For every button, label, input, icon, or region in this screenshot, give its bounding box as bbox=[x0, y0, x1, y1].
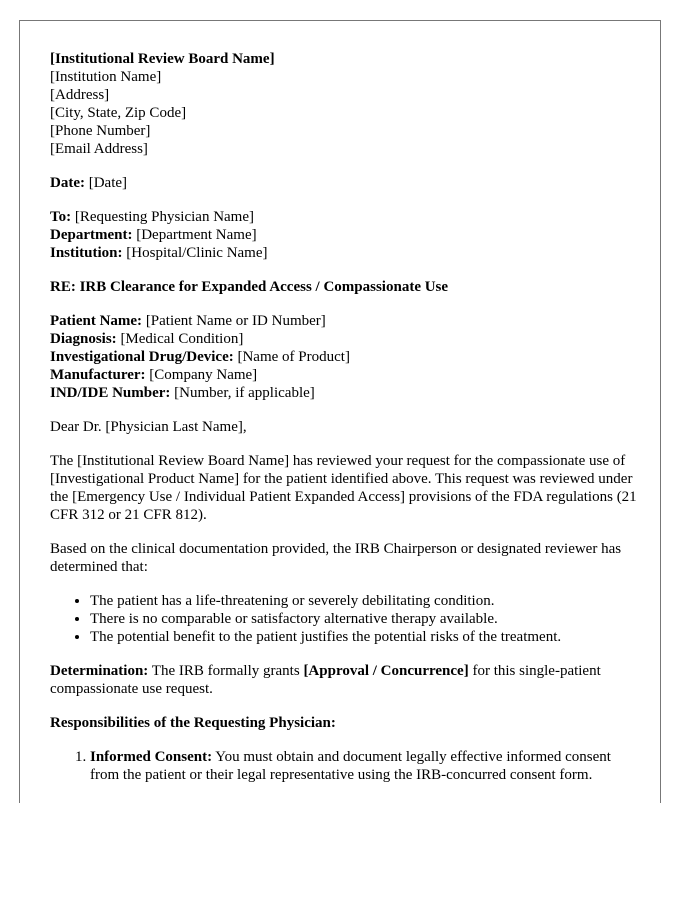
finding-item: • There is no comparable or satisfactory alternative therapy available. bbox=[90, 610, 640, 628]
salutation: Dear Dr. [Physician Last Name], bbox=[50, 419, 247, 435]
responsibility-item bbox=[90, 748, 640, 784]
email-address: [Email Address] bbox=[50, 141, 148, 157]
determination-text-after: for this single-patient compassionate use request. bbox=[50, 663, 601, 697]
ind-ide-label: IND/IDE Number: bbox=[50, 385, 171, 401]
determination-text-before: The IRB formally grants bbox=[148, 663, 304, 679]
address: [Address] bbox=[50, 87, 110, 103]
responsibilities-heading-text: Responsibilities of the Requesting Physician: bbox=[50, 715, 336, 731]
responsibility-label: Informed Consent: bbox=[90, 749, 213, 765]
findings-list bbox=[50, 592, 640, 646]
institution-label: Institution: bbox=[50, 245, 123, 261]
ind-ide-value: [Number, if applicable] bbox=[174, 385, 315, 401]
manufacturer-label: Manufacturer: bbox=[50, 367, 146, 383]
diagnosis-label: Diagnosis: bbox=[50, 331, 117, 347]
institution-name: [Institution Name] bbox=[50, 69, 162, 85]
responsibility-text: You must obtain and document legally effective informed consent from the patient or their legal representative using the IRB-concurred consent form. bbox=[90, 749, 611, 783]
drug-label: Investigational Drug/Device: bbox=[50, 349, 234, 365]
institution-value: [Hospital/Clinic Name] bbox=[126, 245, 268, 261]
phone-number: [Phone Number] bbox=[50, 123, 151, 139]
department-line bbox=[50, 226, 640, 244]
manufacturer-value: [Company Name] bbox=[149, 367, 258, 383]
subject-line bbox=[50, 278, 640, 296]
date-line bbox=[50, 174, 640, 192]
determination-decision: [Approval / Concurrence] bbox=[303, 663, 469, 679]
letter-page bbox=[19, 20, 661, 803]
finding-item: • The patient has a life-threatening or severely debilitating condition. bbox=[90, 592, 640, 610]
irb-name: [Institutional Review Board Name] bbox=[50, 51, 275, 67]
responsibilities-list bbox=[50, 748, 640, 784]
subject-text: RE: IRB Clearance for Expanded Access / Compassionate Use bbox=[50, 279, 449, 295]
to-label: To: bbox=[50, 209, 72, 225]
patient-name-value: [Patient Name or ID Number] bbox=[145, 313, 326, 329]
manufacturer-line bbox=[50, 366, 640, 384]
irb-address-block bbox=[50, 50, 640, 158]
diagnosis-value: [Medical Condition] bbox=[120, 331, 244, 347]
finding-item: • The potential benefit to the patient justifies the potential risks of the treatment. bbox=[90, 628, 640, 646]
recipient-block bbox=[50, 208, 640, 262]
patient-name-label: Patient Name: bbox=[50, 313, 143, 329]
patient-info-block bbox=[50, 312, 640, 402]
determination-paragraph bbox=[50, 662, 640, 698]
drug-line bbox=[50, 348, 640, 366]
institution-line bbox=[50, 244, 640, 262]
date-label: Date: bbox=[50, 175, 85, 191]
ind-ide-line bbox=[50, 384, 640, 402]
responsibilities-heading bbox=[50, 714, 640, 732]
patient-name-line bbox=[50, 312, 640, 330]
determination-intro-paragraph: Based on the clinical documentation provided, the IRB Chairperson or designated reviewer has determined that: bbox=[50, 541, 622, 575]
determination-label: Determination: bbox=[50, 663, 149, 679]
diagnosis-line bbox=[50, 330, 640, 348]
letter-content bbox=[50, 50, 640, 784]
department-value: [Department Name] bbox=[136, 227, 257, 243]
to-line bbox=[50, 208, 640, 226]
review-paragraph: The [Institutional Review Board Name] has reviewed your request for the compassionate use of [Investigational Product Name] for the patient identified above. This request was reviewed under the [Emergency Use / Individual Patient Expanded Access] provisions of the FDA regulations (21 CFR 312 or 21 CFR 812). bbox=[50, 453, 637, 523]
drug-value: [Name of Product] bbox=[237, 349, 350, 365]
date-value: [Date] bbox=[88, 175, 128, 191]
to-value: [Requesting Physician Name] bbox=[74, 209, 255, 225]
department-label: Department: bbox=[50, 227, 133, 243]
city-state-zip: [City, State, Zip Code] bbox=[50, 105, 187, 121]
